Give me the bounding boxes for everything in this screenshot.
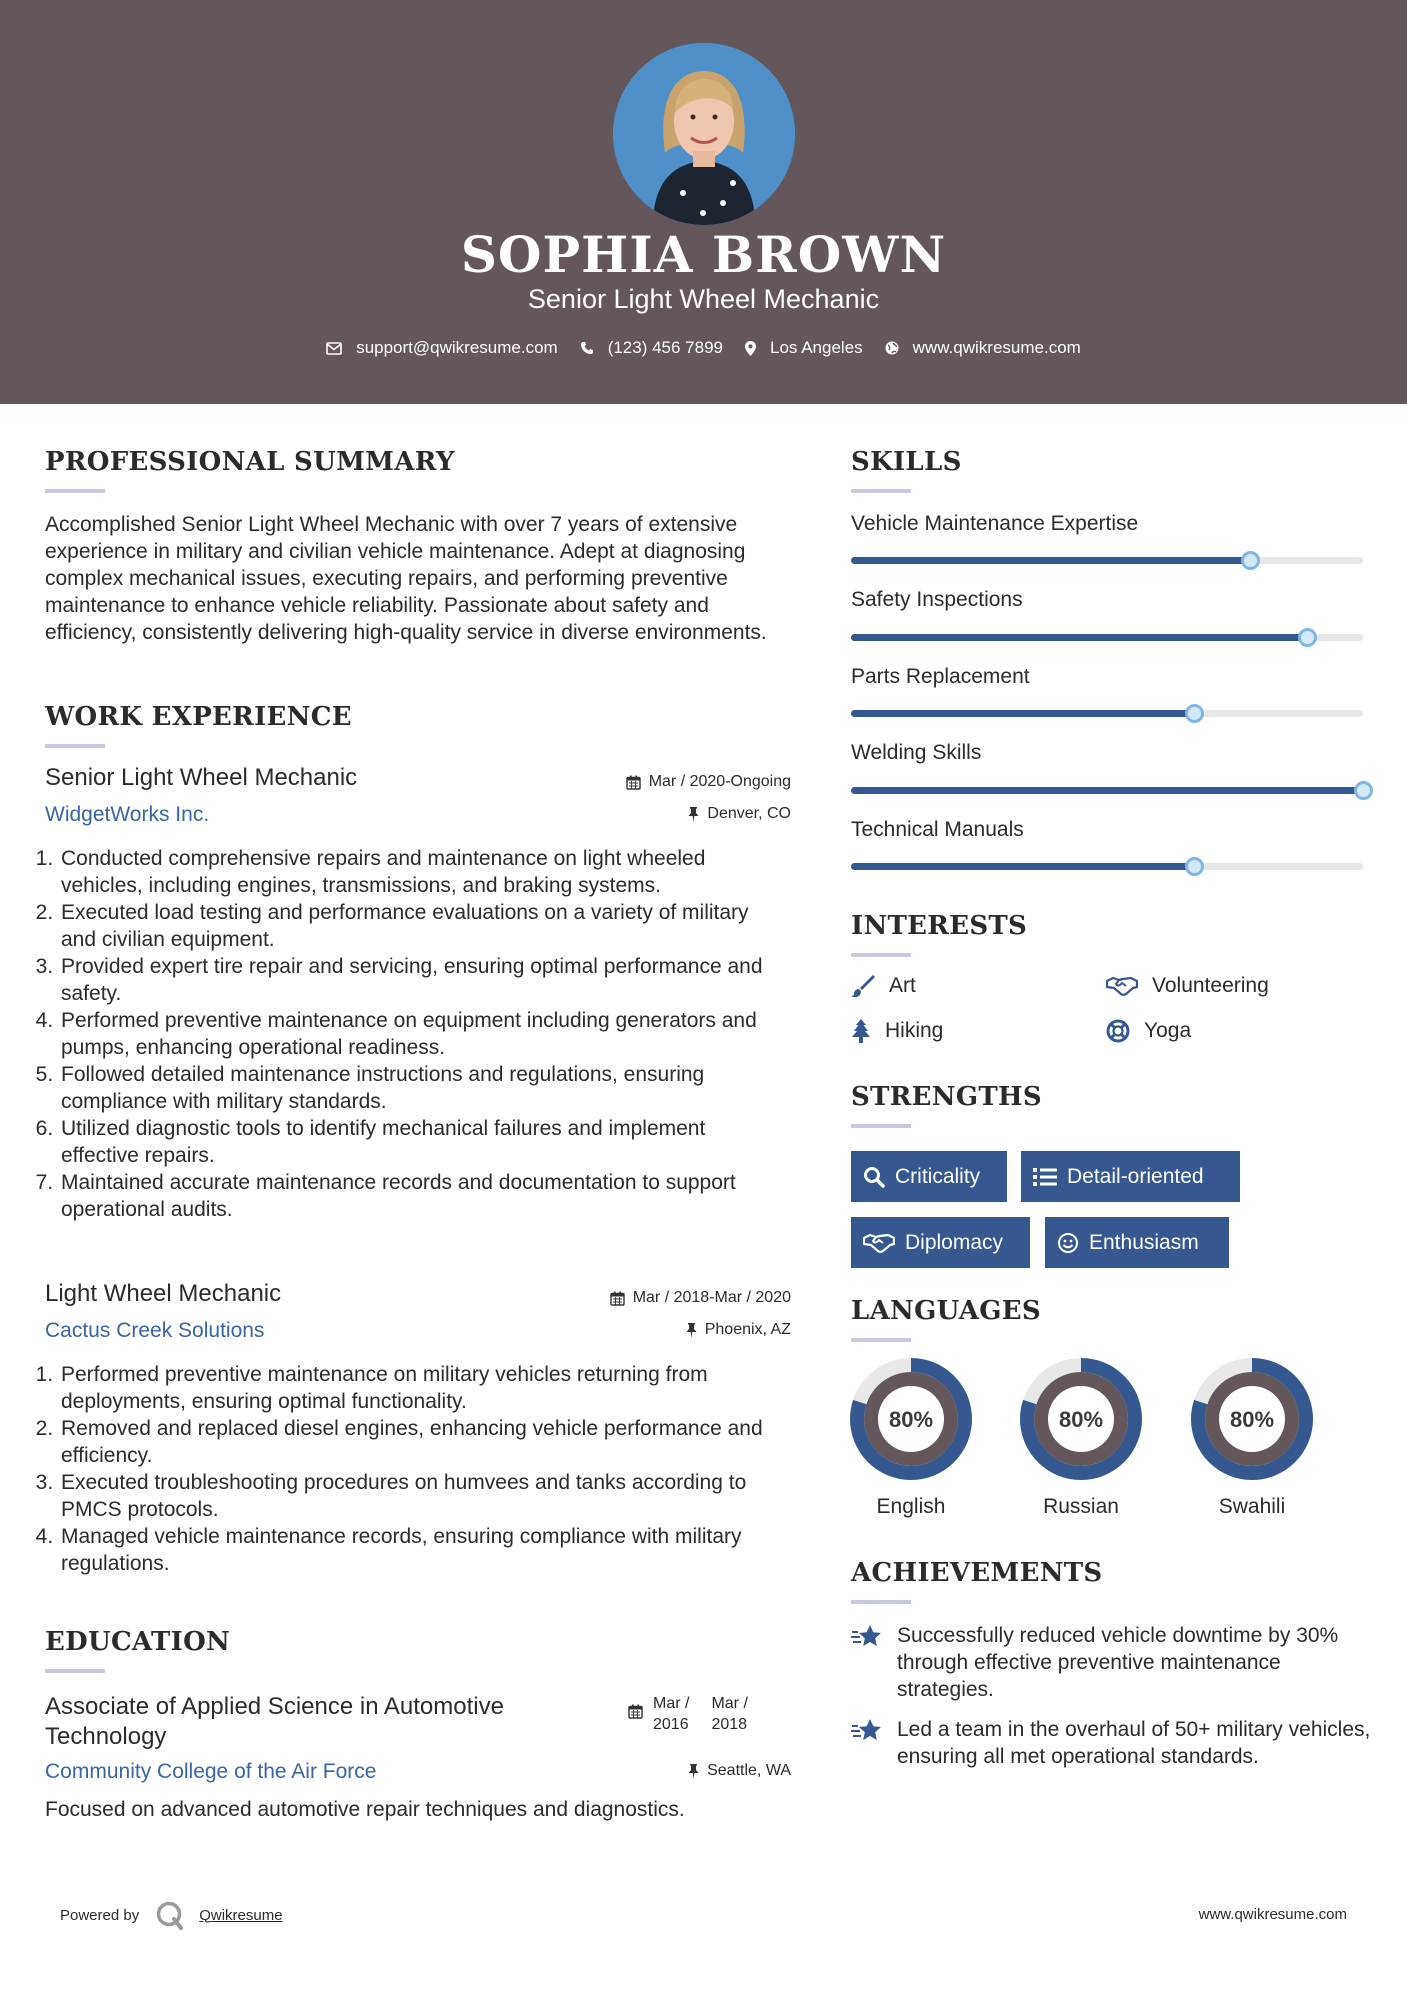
company-name: Cactus Creek Solutions — [45, 1319, 265, 1342]
job-bullets — [41, 1361, 781, 1577]
skill-label: Parts Replacement — [851, 665, 1030, 688]
qwikresume-link[interactable]: Qwikresume — [199, 1906, 283, 1924]
skill-bar-fill — [851, 787, 1363, 794]
achievement-text: Led a team in the overhaul of 50+ military vehicles, ensuring all met operational standards. — [897, 1718, 1371, 1768]
lifebuoy-icon — [1106, 1019, 1130, 1043]
interest-item — [851, 1019, 943, 1043]
contact-email[interactable] — [326, 338, 558, 358]
experience-heading-rule — [45, 744, 105, 748]
list-icon — [1033, 1167, 1057, 1187]
language-label: Russian — [1043, 1495, 1119, 1518]
profile-photo — [613, 43, 795, 225]
education-start-year: 2016 — [653, 1716, 689, 1733]
job-bullets — [41, 845, 781, 1223]
skill-bar-knob — [1241, 551, 1260, 570]
contact-website[interactable] — [885, 338, 1081, 358]
strength-badge — [851, 1217, 1030, 1268]
education-end-year: 2018 — [711, 1716, 748, 1733]
interest-label: Hiking — [885, 1019, 944, 1042]
footer-website[interactable]: www.qwikresume.com — [1198, 1906, 1347, 1923]
powered-by — [60, 1900, 283, 1930]
skill-bar — [851, 710, 1363, 717]
language-ring — [850, 1358, 972, 1480]
handshake-icon — [1106, 976, 1138, 996]
achievements-heading: ACHIEVEMENTS — [851, 1558, 1103, 1588]
interest-item — [1106, 974, 1269, 998]
education-location — [531, 1762, 791, 1780]
smile-icon — [1057, 1232, 1079, 1254]
skill-bar-knob — [1354, 781, 1373, 800]
achievement-text: Successfully reduced vehicle downtime by 30% through effective preventive maintenance strategies. — [897, 1624, 1339, 1701]
strength-badge — [1021, 1151, 1240, 1202]
calendar-icon — [626, 775, 641, 790]
search-icon — [863, 1166, 885, 1188]
envelope-icon — [326, 342, 342, 355]
interest-label: Art — [889, 974, 916, 997]
handshake-icon — [863, 1233, 895, 1253]
list-item: 2. Executed load testing and performance evaluations on a variety of military and civilian equipment. — [59, 899, 781, 953]
language-ring — [1191, 1358, 1313, 1480]
list-item: 6. Utilized diagnostic tools to identify mechanical failures and implement effective repairs. — [59, 1115, 781, 1169]
languages-heading: LANGUAGES — [851, 1296, 1041, 1326]
education-heading: EDUCATION — [45, 1627, 231, 1657]
degree-title: Associate of Applied Science in Automotive Technology — [45, 1693, 504, 1750]
strength-badge — [851, 1151, 1007, 1202]
education-description: Focused on advanced automotive repair techniques and diagnostics. — [45, 1798, 685, 1821]
skill-bar-fill — [851, 710, 1194, 717]
calendar-icon — [610, 1291, 625, 1306]
job-location — [531, 805, 791, 823]
language-percent: 80% — [1058, 1407, 1104, 1432]
job-location-text: Denver, CO — [707, 805, 791, 822]
language-percent: 80% — [888, 1407, 934, 1432]
pushpin-icon — [688, 807, 699, 822]
job-location-text: Phoenix, AZ — [704, 1321, 791, 1338]
summary-text: Accomplished Senior Light Wheel Mechanic with over 7 years of extensive experience in military and civilian vehicle maintenance. Adept at diagnosing complex mechanical issues, executing repairs, and performing preventive maintenance to enhance vehicle reliability. Passionate about safety and efficiency, consistently delivering high-quality service in diverse environments. — [45, 513, 767, 644]
star-icon — [851, 1718, 883, 1744]
strength-badge — [1045, 1217, 1229, 1268]
skill-bar-fill — [851, 863, 1194, 870]
job-date-text: Mar / 2018-Mar / 2020 — [632, 1289, 791, 1306]
contact-location — [745, 338, 863, 358]
map-pin-icon — [745, 341, 756, 356]
interests-heading-rule — [851, 953, 911, 957]
skill-label: Safety Inspections — [851, 588, 1023, 611]
list-item: 7. Maintained accurate maintenance records and documentation to support operational audits. — [59, 1169, 781, 1223]
pushpin-icon — [686, 1323, 697, 1338]
education-heading-rule — [45, 1669, 105, 1673]
education-start-month: Mar / — [653, 1695, 690, 1712]
skill-bar-fill — [851, 634, 1307, 641]
candidate-name: SOPHIA BROWN — [460, 225, 947, 284]
strength-label: Diplomacy — [905, 1230, 1004, 1254]
skill-bar-knob — [1185, 704, 1204, 723]
resume-header — [0, 0, 1407, 404]
pushpin-icon — [688, 1764, 699, 1779]
tree-icon — [851, 1019, 871, 1043]
job-location — [531, 1321, 791, 1339]
strength-label: Enthusiasm — [1089, 1230, 1199, 1254]
calendar-icon — [628, 1704, 643, 1719]
skill-bar — [851, 787, 1363, 794]
skill-bar — [851, 557, 1363, 564]
interest-label: Yoga — [1144, 1019, 1192, 1042]
job-date — [531, 773, 791, 791]
interest-label: Volunteering — [1152, 974, 1269, 997]
education-location-text: Seattle, WA — [707, 1762, 791, 1779]
contact-bar — [0, 338, 1407, 358]
language-percent: 80% — [1229, 1407, 1275, 1432]
paintbrush-icon — [851, 974, 875, 998]
strength-label: Detail-oriented — [1067, 1164, 1204, 1188]
experience-heading: WORK EXPERIENCE — [45, 702, 352, 732]
phone-icon — [580, 341, 594, 355]
contact-location-text: Los Angeles — [770, 338, 863, 357]
strength-label: Criticality — [895, 1164, 981, 1188]
achievements-heading-rule — [851, 1600, 911, 1604]
skill-bar-knob — [1298, 628, 1317, 647]
education-dates — [628, 1693, 748, 1735]
job-title: Light Wheel Mechanic — [45, 1280, 282, 1307]
qwikresume-logo-icon — [155, 1900, 185, 1930]
list-item: 2. Removed and replaced diesel engines, enhancing vehicle performance and efficiency. — [59, 1415, 781, 1469]
candidate-role: Senior Light Wheel Mechanic — [527, 284, 880, 314]
strengths-heading-rule — [851, 1124, 911, 1128]
contact-phone[interactable] — [580, 338, 723, 358]
language-label: Swahili — [1218, 1495, 1286, 1518]
language-label: English — [876, 1495, 946, 1518]
globe-icon — [885, 341, 899, 355]
skill-bar-fill — [851, 557, 1250, 564]
skill-label: Vehicle Maintenance Expertise — [851, 512, 1139, 535]
achievement-item — [851, 1622, 1371, 1703]
education-end-month: Mar / — [711, 1695, 748, 1712]
job-date-text: Mar / 2020-Ongoing — [648, 773, 791, 790]
achievement-item — [851, 1716, 1371, 1770]
languages-heading-rule — [851, 1338, 911, 1342]
skill-label: Welding Skills — [851, 741, 982, 764]
star-icon — [851, 1624, 883, 1650]
language-ring — [1020, 1358, 1142, 1480]
skills-heading: SKILLS — [851, 447, 962, 477]
company-name: WidgetWorks Inc. — [45, 803, 210, 826]
interests-heading: INTERESTS — [851, 911, 1028, 941]
skills-heading-rule — [851, 489, 911, 493]
summary-heading: PROFESSIONAL SUMMARY — [45, 447, 455, 477]
job-title: Senior Light Wheel Mechanic — [45, 764, 358, 791]
interest-item — [851, 974, 916, 998]
contact-phone-text: (123) 456 7899 — [607, 338, 724, 357]
interest-item — [1106, 1019, 1191, 1043]
strengths-heading: STRENGTHS — [851, 1082, 1042, 1112]
powered-by-label: Powered by — [60, 1906, 140, 1924]
list-item: 4. Managed vehicle maintenance records, ensuring compliance with military regulations. — [59, 1523, 781, 1577]
contact-website-text: www.qwikresume.com — [912, 338, 1081, 357]
contact-email-text: support@qwikresume.com — [356, 338, 558, 357]
summary-heading-rule — [45, 489, 105, 493]
list-item: 1. Conducted comprehensive repairs and maintenance on light wheeled vehicles, including engines, transmissions, and braking systems. — [59, 845, 781, 899]
list-item: 3. Provided expert tire repair and servicing, ensuring optimal performance and safety. — [59, 953, 781, 1007]
skill-bar — [851, 634, 1363, 641]
school-name: Community College of the Air Force — [45, 1760, 377, 1783]
skill-bar-knob — [1185, 857, 1204, 876]
job-date — [531, 1289, 791, 1307]
list-item: 1. Performed preventive maintenance on military vehicles returning from deployments, ensuring optimal functionality. — [59, 1361, 781, 1415]
skill-label: Technical Manuals — [851, 818, 1024, 841]
list-item: 3. Executed troubleshooting procedures on humvees and tanks according to PMCS protocols. — [59, 1469, 781, 1523]
list-item: 4. Performed preventive maintenance on equipment including generators and pumps, enhancing operational readiness. — [59, 1007, 781, 1061]
list-item: 5. Followed detailed maintenance instructions and regulations, ensuring compliance with military standards. — [59, 1061, 781, 1115]
skill-bar — [851, 863, 1363, 870]
